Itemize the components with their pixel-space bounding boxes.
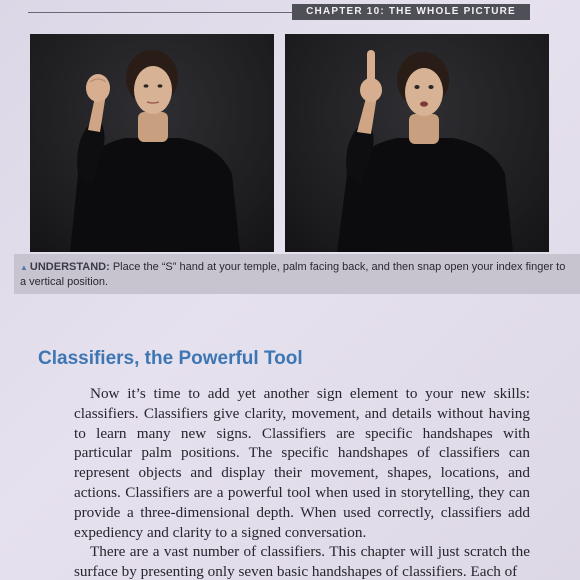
caption-text: Place the “S” hand at your temple, palm facing back, and then snap open your index finger to a vertical position. — [20, 261, 566, 288]
body-text — [74, 384, 530, 580]
caption-lead: UNDERSTAND: — [29, 261, 110, 273]
photo-s-hand-at-temple — [30, 34, 274, 252]
paragraph: Now it’s time to add yet another sign element to your new skills: classifiers. Classifiers give clarity, movement, and details without having to learn many new signs. Classifiers are specific handshapes with particular palm positions. The specific handshapes of classifiers can represent objects and display their movement, shapes, locations, and actions. Classifiers are a powerful tool when used in storytelling, they can provide a three-dimensional depth. When used correctly, classifiers add expediency and clarity to a signed conversation. — [74, 385, 530, 541]
chapter-label: CHAPTER 10: THE WHOLE PICTURE — [306, 6, 516, 17]
photo-caption — [20, 260, 568, 290]
section-title: Classifiers, the Powerful Tool — [38, 348, 303, 369]
header-rule — [28, 12, 292, 13]
photo-index-finger-vertical — [285, 34, 549, 252]
triangle-marker-icon: ▲ — [20, 263, 28, 272]
chapter-header-bar — [292, 4, 530, 20]
paragraph: There are a vast number of classifiers. This chapter will just scratch the surface by presenting only seven basic handshapes of classifiers. Each of — [74, 543, 530, 580]
